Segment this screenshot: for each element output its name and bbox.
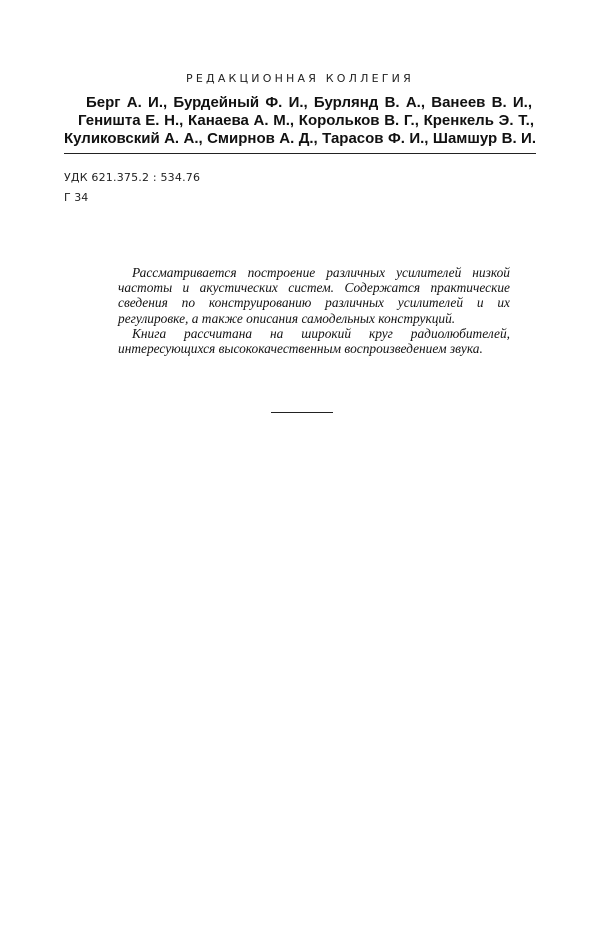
udc-code: УДК 621.375.2 : 534.76: [64, 171, 201, 184]
members-line: Геништа Е. Н., Канаева А. М., Корольков В. Г., Кренкель Э. Т.,: [78, 112, 534, 129]
editorial-board-members: [64, 94, 536, 148]
members-line: Куликовский А. А., Смирнов А. Д., Тарасов Ф. И., Шамшур В. И.: [64, 130, 536, 147]
editorial-board-heading: РЕДАКЦИОННАЯ КОЛЛЕГИЯ: [186, 72, 414, 85]
annotation-paragraph: Рассматривается построение различных усилителей низкой частоты и акустических систем. Содержатся практические сведения по конструированию различных усилителей и их регулировке, а также описания самодельных конструкций.: [118, 265, 510, 326]
horizontal-divider: [64, 153, 536, 154]
members-line: Берг А. И., Бурдейный Ф. И., Бурлянд В. А., Ванеев В. И.,: [86, 94, 532, 111]
annotation: [118, 265, 510, 356]
annotation-paragraph: Книга рассчитана на широкий круг радиолюбителей, интересующихся высококачественным воспроизведением звука.: [118, 325, 510, 357]
library-index: Г 34: [64, 191, 89, 204]
short-divider: [271, 412, 333, 413]
